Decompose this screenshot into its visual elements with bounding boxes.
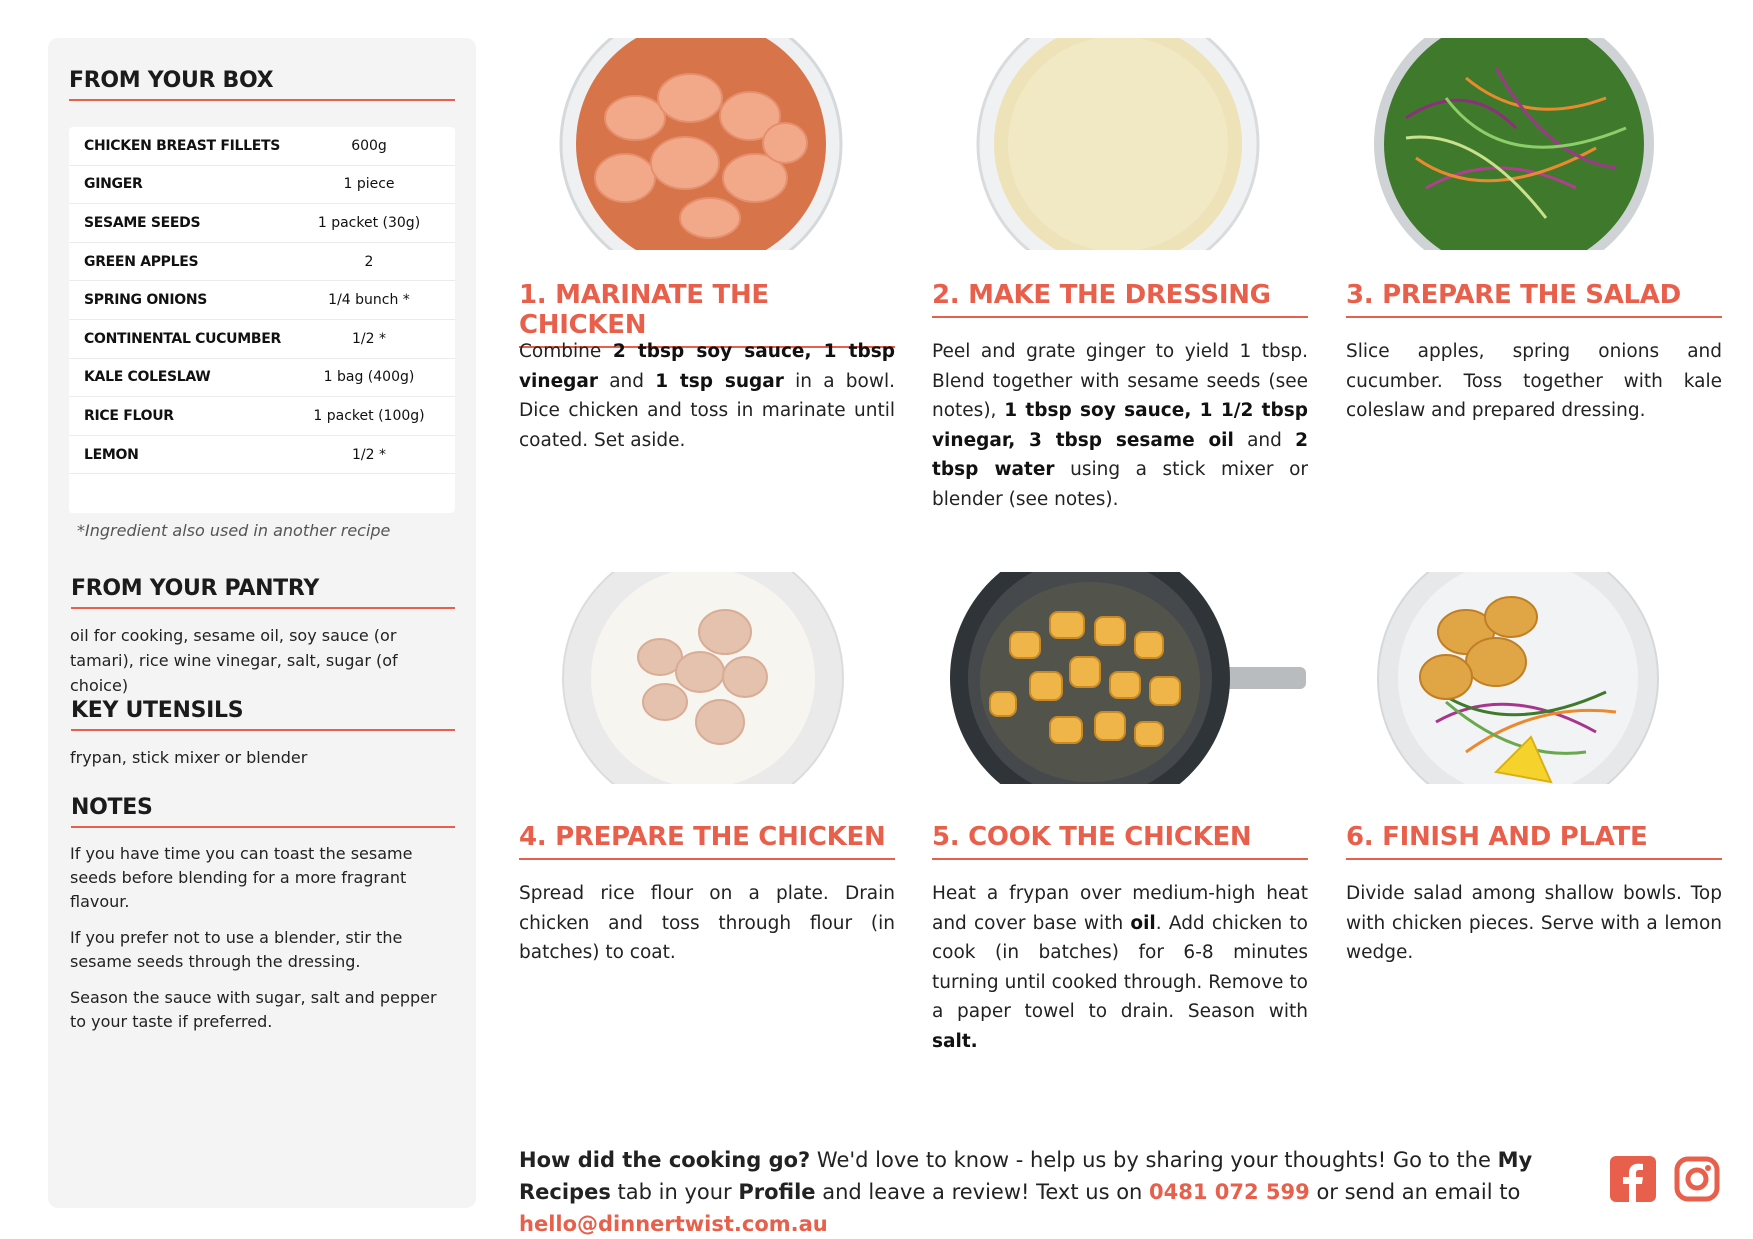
step-5-photo (930, 572, 1306, 784)
ingredient-qty: 2 (364, 253, 374, 270)
step-4-photo (515, 572, 891, 784)
step-text-segment: Divide salad among shallow bowls. Top with chicken pieces. Serve with a lemon wedge. (1346, 883, 1722, 963)
ingredient-row (69, 281, 455, 320)
footer-question: How did the cooking go? (519, 1148, 811, 1172)
step-text-bold: salt. (932, 1030, 978, 1052)
profile-link[interactable]: Profile (738, 1180, 816, 1204)
note-item: If you prefer not to use a blender, stir the sesame seeds through the dressing. (70, 928, 403, 971)
ingredient-name: CHICKEN BREAST FILLETS (84, 137, 281, 154)
ingredient-qty: 1 packet (100g) (313, 407, 425, 424)
ingredient-name: CONTINENTAL CUCUMBER (84, 330, 281, 347)
ingredient-name: GREEN APPLES (84, 253, 199, 270)
step-6-title: 6. FINISH AND PLATE (1346, 822, 1722, 860)
ingredient-name: SESAME SEEDS (84, 214, 201, 231)
box-title: FROM YOUR BOX (69, 68, 455, 101)
step-text-bold: 2 tbsp soy sauce, 1 tbsp vinegar (519, 341, 895, 392)
ingredient-qty: 1 bag (400g) (323, 369, 415, 386)
step-1-title: 1. MARINATE THE CHICKEN (519, 280, 895, 348)
notes-title: NOTES (71, 795, 455, 828)
ingredient-row (69, 397, 455, 436)
pantry-text: oil for cooking, sesame oil, soy sauce (or tamari), rice wine vinegar, salt, sugar (of choice) (70, 626, 398, 695)
notes-list (70, 842, 456, 1046)
step-4-text (519, 879, 895, 968)
footer-text: tab in your (610, 1180, 739, 1204)
facebook-icon[interactable] (1610, 1156, 1658, 1204)
step-6-photo (1346, 572, 1722, 784)
email-link[interactable]: hello@dinnertwist.com.au (519, 1212, 828, 1236)
step-text-bold: 2 tbsp water (932, 429, 1308, 480)
step-text-segment: in a bowl. Dice chicken and toss in marinate until coated. Set aside. (519, 370, 895, 451)
ingredients-table (69, 127, 455, 513)
step-5-title: 5. COOK THE CHICKEN (932, 822, 1308, 860)
ingredient-qty: 1 packet (30g) (317, 214, 421, 231)
footer-text: We'd love to know - help us by sharing your thoughts! Go to the (810, 1148, 1498, 1172)
ingredient-qty: 1/4 bunch * (328, 292, 410, 309)
step-3-text (1346, 337, 1722, 426)
step-1-text (519, 337, 895, 455)
my-recipes-link[interactable]: My Recipes (519, 1148, 1533, 1204)
ingredient-qty: 1 piece (343, 176, 395, 193)
step-text-segment: Combine (519, 341, 613, 362)
step-text-bold: 1 tsp sugar (655, 370, 784, 392)
ingredient-name: KALE COLESLAW (84, 369, 211, 386)
ingredient-row (69, 359, 455, 398)
ingredients-panel (48, 38, 476, 1208)
step-text-segment: and (597, 370, 656, 392)
ingredient-name: SPRING ONIONS (84, 292, 208, 309)
step-2-text (932, 337, 1308, 514)
instagram-icon[interactable] (1674, 1156, 1722, 1204)
ingredient-row (69, 127, 455, 166)
step-1-photo (515, 38, 891, 250)
ingredient-row (69, 204, 455, 243)
step-text-segment: . Add chicken to cook (in batches) for 6-8 minutes turning until cooked through. Remove to a paper towel to drain. Season with (932, 912, 1309, 1022)
step-2-photo (930, 38, 1306, 250)
feedback-footer (519, 1144, 1579, 1239)
ingredient-name: RICE FLOUR (84, 407, 174, 424)
ingredient-row (69, 320, 455, 359)
step-3-title: 3. PREPARE THE SALAD (1346, 280, 1722, 318)
ingredient-row (69, 436, 455, 475)
ingredients-footnote: *Ingredient also used in another recipe (77, 521, 391, 540)
step-text-bold: 1 tbsp soy sauce, 1 1/2 tbsp vinegar, 3 tbsp sesame oil (932, 400, 1309, 451)
step-3-photo (1346, 38, 1722, 250)
step-2-title: 2. MAKE THE DRESSING (932, 280, 1308, 318)
utensils-title: KEY UTENSILS (71, 698, 455, 731)
step-text-segment: Spread rice flour on a plate. Drain chicken and toss through flour (in batches) to coat. (519, 883, 895, 963)
step-text-bold: oil (1130, 912, 1156, 934)
pantry-title: FROM YOUR PANTRY (71, 576, 455, 609)
ingredient-name: LEMON (84, 446, 139, 463)
step-text-segment: and (1233, 429, 1296, 451)
step-text-segment: Slice apples, spring onions and cucumber. Toss together with kale coleslaw and prepared dressing. (1346, 341, 1722, 421)
step-6-text (1346, 879, 1722, 968)
step-text-segment: using a stick mixer or blender (see notes). (932, 459, 1308, 510)
phone-link[interactable]: 0481 072 599 (1149, 1180, 1310, 1204)
note-item: Season the sauce with sugar, salt and pepper to your taste if preferred. (70, 988, 437, 1031)
step-text-segment: Peel and grate ginger to yield 1 tbsp. Blend together with sesame seeds (see notes), (932, 341, 1308, 421)
step-5-text (932, 879, 1308, 1056)
ingredient-row (69, 166, 455, 205)
ingredient-row (69, 243, 455, 282)
ingredient-name: GINGER (84, 176, 143, 193)
step-text-segment: Heat a frypan over medium-high heat and cover base with (932, 883, 1308, 934)
ingredient-qty: 1/2 * (352, 330, 386, 347)
utensils-text: frypan, stick mixer or blender (70, 748, 308, 767)
note-item: If you have time you can toast the sesame seeds before blending for a more fragrant flavour. (70, 844, 413, 911)
footer-text: and leave a review! Text us on (815, 1180, 1150, 1204)
ingredient-qty: 600g (351, 137, 387, 154)
ingredient-qty: 1/2 * (352, 446, 386, 463)
step-4-title: 4. PREPARE THE CHICKEN (519, 822, 895, 860)
footer-text: or send an email to (1309, 1180, 1521, 1204)
